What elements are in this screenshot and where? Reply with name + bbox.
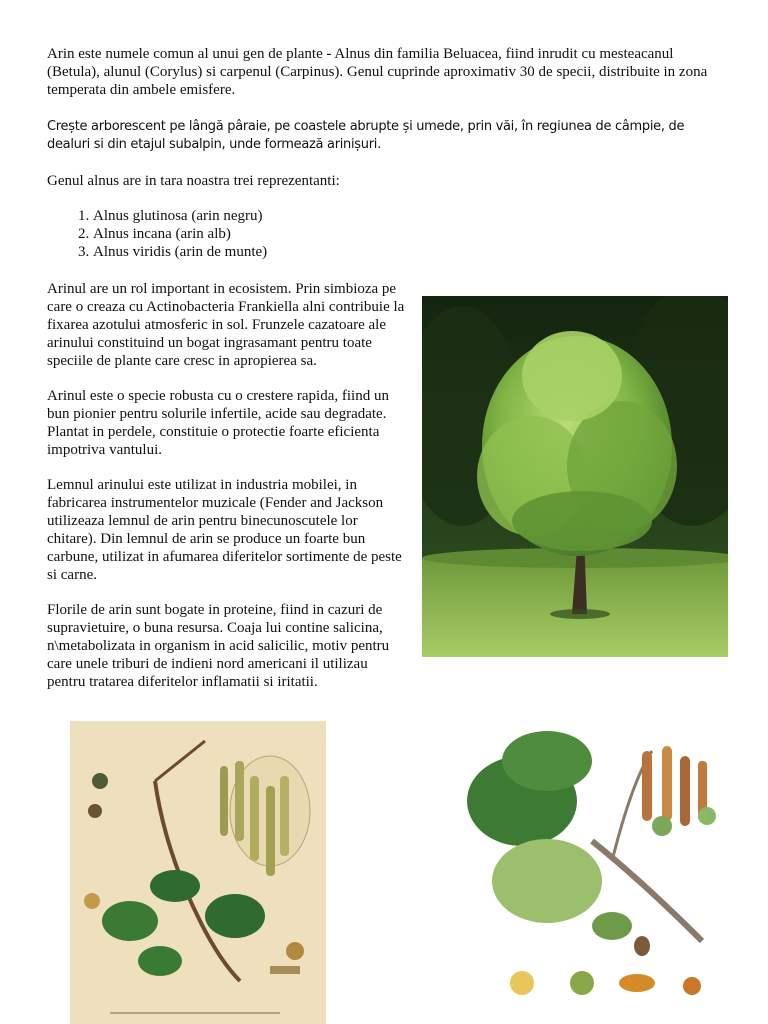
- paragraph-robust: Arinul este o specie robusta cu o crestere rapida, fiind un bun pionier pentru solurile infertile, acide sau degradate. Plantat in perdele, constituie o protectie foarte eficienta impotriva vantului.: [47, 388, 389, 458]
- list-item: 2. Alnus incana (arin alb): [93, 225, 267, 243]
- botanical-illustration-right: [462, 721, 728, 1024]
- paragraph-flowers: Florile de arin sunt bogate in proteine, fiind in cazuri de supravietuire, o buna resursa. Coaja lui contine salicina, n\metabolizata in organism in acid salicilic, motiv pentru care unele triburi de indieni nord americani il utilizau pentru tratarea diferitelor inflamatii si iritatii.: [47, 602, 390, 690]
- tree-photo: [422, 296, 728, 657]
- species-list: [47, 207, 267, 261]
- list-item: 3. Alnus viridis (arin de munte): [93, 243, 267, 261]
- paragraph-habitat: Crește arborescent pe lângă pâraie, pe coastele abrupte și umede, prin văi, în regiunea de câmpie, de dealuri si din etajul subalpin, unde formează arinișuri.: [47, 119, 685, 152]
- paragraph-intro: Arin este numele comun al unui gen de plante - Alnus din familia Beluacea, fiind inrudit cu mesteacanul (Betula), alunul (Corylus) si carpenul (Carpinus). Genul cuprinde aproximativ 30 de specii, distribuite in zona temperata din ambele emisfere.: [47, 46, 708, 98]
- list-item: 1. Alnus glutinosa (arin negru): [93, 207, 267, 225]
- paragraph-wood: Lemnul arinului este utilizat in industria mobilei, in fabricarea instrumentelor muzicale (Fender and Jackson utilizeaza lemnul de arin pentru binecunoscutele lor chitare). Din lemnul de arin se produce un foarte bun carbune, utilizat in afumarea diferitelor sortimente de peste si carne.: [47, 477, 402, 583]
- botanical-illustration-left: [70, 721, 326, 1024]
- paragraph-genus: Genul alnus are in tara noastra trei reprezentanti:: [47, 173, 340, 189]
- paragraph-ecosystem: Arinul are un rol important in ecosistem. Prin simbioza pe care o creaza cu Actinobacteria Frankiella alni contribuie la fixarea azotului atmosferic in sol. Frunzele cazatoare ale arinului constituind un bogat ingrasamant pentru toate speciile de plante care cresc in apropierea sa.: [47, 281, 405, 369]
